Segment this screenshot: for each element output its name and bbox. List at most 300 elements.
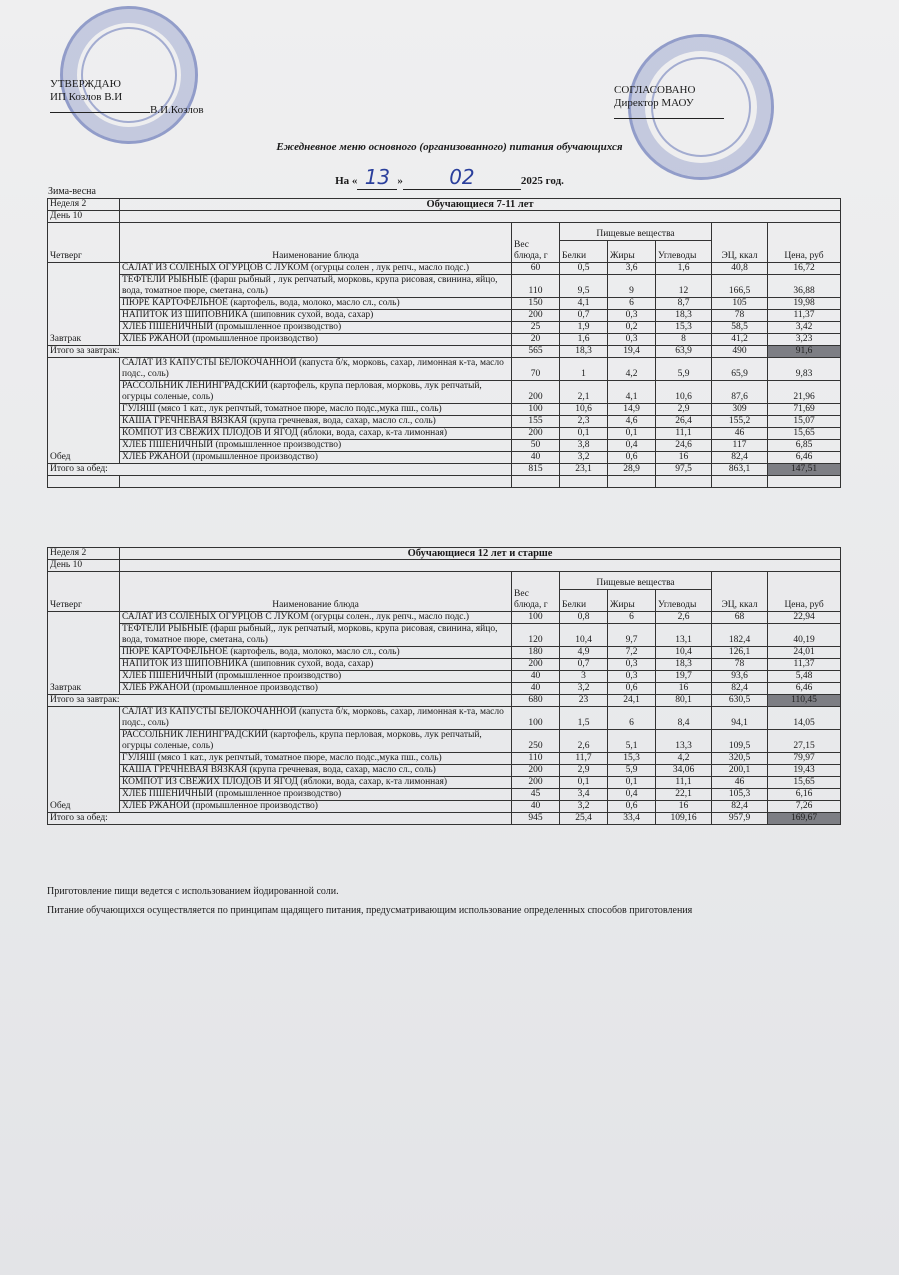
dish-protein: 11,7 — [560, 753, 608, 765]
dish-name: НАПИТОК ИЗ ШИПОВНИКА (шиповник сухой, вода, сахар) — [120, 659, 512, 671]
column-protein: Белки — [560, 590, 608, 612]
dish-energy: 58,5 — [712, 322, 768, 334]
dish-name: РАССОЛЬНИК ЛЕНИНГРАДСКИЙ (картофель, крупа перловая, морковь, лук репчатый, огурцы соленые, соль) — [120, 730, 512, 753]
dish-protein: 0,5 — [560, 263, 608, 275]
dish-fat: 6 — [608, 298, 656, 310]
total-weight: 680 — [512, 695, 560, 707]
dish-fat: 5,9 — [608, 765, 656, 777]
dish-name: ГУЛЯШ (мясо 1 кат., лук репчтый, томатное пюре, масло подс.,мука пш., соль) — [120, 753, 512, 765]
dish-row — [48, 263, 841, 275]
dish-name: КАША ГРЕЧНЕВАЯ ВЯЗКАЯ (крупа гречневая, вода, сахар, масло сл., соль) — [120, 416, 512, 428]
dish-carbs: 1,6 — [656, 263, 712, 275]
dish-name: ХЛЕБ РЖАНОЙ (промышленное производство) — [120, 452, 512, 464]
total-label: Итого за завтрак: — [48, 346, 512, 358]
dish-energy: 117 — [712, 440, 768, 452]
total-energy: 863,1 — [712, 464, 768, 476]
dish-weight: 40 — [512, 671, 560, 683]
footnote-gentle-diet: Питание обучающихся осуществляется по принципам щадящего питания, предусматривающим использование определенных способов приготовления — [47, 905, 693, 916]
spacer-cell — [656, 476, 712, 488]
dish-weight: 200 — [512, 310, 560, 322]
dish-price: 40,19 — [768, 624, 841, 647]
dish-carbs: 16 — [656, 801, 712, 813]
agreement-director: Директор МАОУ — [614, 97, 694, 109]
dish-protein: 3,4 — [560, 789, 608, 801]
dish-fat: 0,1 — [608, 428, 656, 440]
dish-price: 14,05 — [768, 707, 841, 730]
dish-protein: 2,6 — [560, 730, 608, 753]
dish-name: РАССОЛЬНИК ЛЕНИНГРАДСКИЙ (картофель, крупа перловая, морковь, лук репчатый, огурцы соленые, соль) — [120, 381, 512, 404]
dish-carbs: 18,3 — [656, 659, 712, 671]
approval-signer: В.И.Козлов — [150, 104, 204, 116]
dish-name: ПЮРЕ КАРТОФЕЛЬНОЕ (картофель, вода, молоко, масло сл., соль) — [120, 298, 512, 310]
week-label: Неделя 2 — [48, 548, 120, 560]
dish-protein: 3,8 — [560, 440, 608, 452]
total-protein: 23 — [560, 695, 608, 707]
dish-fat: 5,1 — [608, 730, 656, 753]
dish-price: 9,83 — [768, 358, 841, 381]
dish-fat: 15,3 — [608, 753, 656, 765]
dish-name: ХЛЕБ РЖАНОЙ (промышленное производство) — [120, 683, 512, 695]
dish-row — [48, 322, 841, 334]
dish-name: ПЮРЕ КАРТОФЕЛЬНОЕ (картофель, вода, молоко, масло сл., соль) — [120, 647, 512, 659]
dish-name: ХЛЕБ РЖАНОЙ (промышленное производство) — [120, 801, 512, 813]
total-label: Итого за обед: — [48, 813, 512, 825]
dish-energy: 82,4 — [712, 452, 768, 464]
dish-price: 36,88 — [768, 275, 841, 298]
dish-weight: 100 — [512, 707, 560, 730]
dish-carbs: 5,9 — [656, 358, 712, 381]
total-energy: 957,9 — [712, 813, 768, 825]
dish-carbs: 2,9 — [656, 404, 712, 416]
total-protein: 23,1 — [560, 464, 608, 476]
dish-weight: 100 — [512, 612, 560, 624]
total-carbs: 109,16 — [656, 813, 712, 825]
dish-weight: 200 — [512, 428, 560, 440]
dish-price: 6,46 — [768, 452, 841, 464]
dish-price: 16,72 — [768, 263, 841, 275]
dish-fat: 6 — [608, 612, 656, 624]
dish-row — [48, 647, 841, 659]
total-weight: 945 — [512, 813, 560, 825]
approval-org: ИП Козлов В.И — [50, 91, 123, 103]
dish-protein: 10,4 — [560, 624, 608, 647]
dish-carbs: 4,2 — [656, 753, 712, 765]
week-row — [48, 199, 841, 211]
total-price: 91,6 — [768, 346, 841, 358]
dish-row — [48, 310, 841, 322]
total-energy: 490 — [712, 346, 768, 358]
dish-energy: 94,1 — [712, 707, 768, 730]
dish-weight: 200 — [512, 381, 560, 404]
dish-weight: 45 — [512, 789, 560, 801]
dish-protein: 0,1 — [560, 428, 608, 440]
agreement-title: СОГЛАСОВАНО — [614, 84, 696, 96]
meal-label: Обед — [48, 707, 120, 813]
dish-name: НАПИТОК ИЗ ШИПОВНИКА (шиповник сухой, вода, сахар) — [120, 310, 512, 322]
dish-carbs: 2,6 — [656, 612, 712, 624]
dish-fat: 3,6 — [608, 263, 656, 275]
dish-carbs: 16 — [656, 452, 712, 464]
dish-fat: 0,6 — [608, 452, 656, 464]
dish-fat: 9 — [608, 275, 656, 298]
menu-date — [0, 165, 899, 190]
dish-weight: 200 — [512, 765, 560, 777]
dish-carbs: 13,1 — [656, 624, 712, 647]
week-row — [48, 548, 841, 560]
dish-row — [48, 777, 841, 789]
dish-weight: 110 — [512, 275, 560, 298]
dish-row — [48, 801, 841, 813]
dish-weight: 180 — [512, 647, 560, 659]
dish-fat: 14,9 — [608, 404, 656, 416]
dish-price: 19,43 — [768, 765, 841, 777]
dish-protein: 10,6 — [560, 404, 608, 416]
day-row — [48, 211, 841, 223]
footnote-iodized-salt: Приготовление пищи ведется с использованием йодированной соли. — [47, 886, 339, 897]
dish-price: 7,26 — [768, 801, 841, 813]
total-price: 147,51 — [768, 464, 841, 476]
dish-weight: 200 — [512, 659, 560, 671]
dish-energy: 65,9 — [712, 358, 768, 381]
dish-fat: 0,6 — [608, 801, 656, 813]
dish-carbs: 12 — [656, 275, 712, 298]
dish-protein: 3,2 — [560, 452, 608, 464]
dish-protein: 1 — [560, 358, 608, 381]
total-carbs: 97,5 — [656, 464, 712, 476]
day-row-blank — [120, 560, 841, 572]
date-suffix: 2025 год. — [520, 175, 564, 187]
spacer-cell — [512, 476, 560, 488]
total-carbs: 80,1 — [656, 695, 712, 707]
dish-row — [48, 789, 841, 801]
total-fat: 19,4 — [608, 346, 656, 358]
dish-row — [48, 753, 841, 765]
dish-name: ТЕФТЕЛИ РЫБНЫЕ (фарш рыбный,, лук репчатый, морковь, крупа рисовая, свинина, яйцо, вода, томатное пюре, сметана, соль) — [120, 624, 512, 647]
approval-block — [50, 78, 204, 117]
dish-row — [48, 683, 841, 695]
dish-protein: 3,2 — [560, 801, 608, 813]
total-price: 169,67 — [768, 813, 841, 825]
dish-fat: 4,6 — [608, 416, 656, 428]
dish-price: 11,37 — [768, 659, 841, 671]
dish-name: САЛАТ ИЗ СОЛЕНЫХ ОГУРЦОВ С ЛУКОМ (огурцы солен., лук репч., масло подс.) — [120, 612, 512, 624]
dish-price: 6,85 — [768, 440, 841, 452]
dish-energy: 82,4 — [712, 801, 768, 813]
group-title: Обучающиеся 7-11 лет — [120, 199, 841, 211]
date-month: 02 — [403, 165, 521, 190]
dish-energy: 126,1 — [712, 647, 768, 659]
dish-protein: 3,2 — [560, 683, 608, 695]
dish-carbs: 19,7 — [656, 671, 712, 683]
dish-carbs: 10,4 — [656, 647, 712, 659]
dish-protein: 0,7 — [560, 659, 608, 671]
dish-row — [48, 381, 841, 404]
spacer-cell — [712, 476, 768, 488]
spacer-cell — [560, 476, 608, 488]
dish-name: ХЛЕБ ПШЕНИЧНЫЙ (промышленное производство) — [120, 322, 512, 334]
total-label: Итого за завтрак: — [48, 695, 512, 707]
dish-energy: 78 — [712, 659, 768, 671]
dish-energy: 68 — [712, 612, 768, 624]
meal-total-row — [48, 346, 841, 358]
dish-fat: 4,2 — [608, 358, 656, 381]
total-label: Итого за обед: — [48, 464, 512, 476]
dish-price: 6,16 — [768, 789, 841, 801]
dish-row — [48, 416, 841, 428]
dish-name: САЛАТ ИЗ КАПУСТЫ БЕЛОКОЧАННОЙ (капуста б/к, морковь, сахар, лимонная к-та, масло подс., соль) — [120, 358, 512, 381]
spacer-cell — [608, 476, 656, 488]
column-price: Цена, руб — [768, 572, 841, 612]
dish-carbs: 22,1 — [656, 789, 712, 801]
spacer-row — [48, 476, 841, 488]
dish-protein: 1,6 — [560, 334, 608, 346]
dish-price: 15,07 — [768, 416, 841, 428]
column-fat: Жиры — [608, 590, 656, 612]
dish-row — [48, 671, 841, 683]
dish-carbs: 13,3 — [656, 730, 712, 753]
dish-weight: 200 — [512, 777, 560, 789]
week-label: Неделя 2 — [48, 199, 120, 211]
date-day: 13 — [357, 165, 397, 190]
dish-protein: 2,1 — [560, 381, 608, 404]
dish-fat: 0,3 — [608, 334, 656, 346]
date-prefix: На « — [335, 175, 358, 187]
dish-name: ХЛЕБ ПШЕНИЧНЫЙ (промышленное производство) — [120, 671, 512, 683]
total-energy: 630,5 — [712, 695, 768, 707]
dish-energy: 93,6 — [712, 671, 768, 683]
column-weight: Вес блюда, г — [512, 223, 560, 263]
dish-row — [48, 765, 841, 777]
column-dish-name: Наименование блюда — [120, 223, 512, 263]
dish-carbs: 15,3 — [656, 322, 712, 334]
dish-fat: 6 — [608, 707, 656, 730]
dish-name: КОМПОТ ИЗ СВЕЖИХ ПЛОДОВ И ЯГОД (яблоки, вода, сахар, к-та лимонная) — [120, 428, 512, 440]
dish-weight: 20 — [512, 334, 560, 346]
column-nutrients: Пищевые вещества — [560, 572, 712, 590]
group-title: Обучающиеся 12 лет и старше — [120, 548, 841, 560]
dish-carbs: 16 — [656, 683, 712, 695]
dish-fat: 9,7 — [608, 624, 656, 647]
dish-fat: 0,3 — [608, 310, 656, 322]
day-row-blank — [120, 211, 841, 223]
dish-row — [48, 440, 841, 452]
dish-energy: 78 — [712, 310, 768, 322]
approval-signature-line — [50, 104, 204, 117]
dish-energy: 155,2 — [712, 416, 768, 428]
dish-weight: 120 — [512, 624, 560, 647]
weekday-label: Четверг — [48, 223, 120, 263]
dish-protein: 2,3 — [560, 416, 608, 428]
dish-energy: 105 — [712, 298, 768, 310]
approval-title: УТВЕРЖДАЮ — [50, 78, 121, 90]
dish-row — [48, 428, 841, 440]
dish-carbs: 11,1 — [656, 777, 712, 789]
season-label: Зима-весна — [48, 186, 96, 197]
dish-protein: 1,5 — [560, 707, 608, 730]
dish-energy: 40,8 — [712, 263, 768, 275]
date-mid: » — [397, 175, 403, 187]
dish-price: 79,97 — [768, 753, 841, 765]
dish-price: 27,15 — [768, 730, 841, 753]
meal-label: Завтрак — [48, 263, 120, 346]
dish-price: 3,23 — [768, 334, 841, 346]
dish-price: 24,01 — [768, 647, 841, 659]
dish-weight: 150 — [512, 298, 560, 310]
dish-weight: 40 — [512, 683, 560, 695]
dish-name: ГУЛЯШ (мясо 1 кат., лук репчтый, томатное пюре, масло подс.,мука пш., соль) — [120, 404, 512, 416]
dish-fat: 7,2 — [608, 647, 656, 659]
total-weight: 565 — [512, 346, 560, 358]
dish-carbs: 18,3 — [656, 310, 712, 322]
dish-fat: 0,6 — [608, 683, 656, 695]
dish-protein: 4,9 — [560, 647, 608, 659]
dish-protein: 3 — [560, 671, 608, 683]
dish-protein: 0,8 — [560, 612, 608, 624]
dish-energy: 320,5 — [712, 753, 768, 765]
dish-price: 71,69 — [768, 404, 841, 416]
dish-row — [48, 659, 841, 671]
meal-total-row — [48, 813, 841, 825]
dish-fat: 0,4 — [608, 789, 656, 801]
dish-price: 15,65 — [768, 428, 841, 440]
weekday-label: Четверг — [48, 572, 120, 612]
header-row — [48, 223, 841, 241]
dish-energy: 87,6 — [712, 381, 768, 404]
total-protein: 25,4 — [560, 813, 608, 825]
dish-fat: 4,1 — [608, 381, 656, 404]
dish-weight: 70 — [512, 358, 560, 381]
dish-fat: 0,3 — [608, 671, 656, 683]
column-nutrients: Пищевые вещества — [560, 223, 712, 241]
dish-carbs: 8 — [656, 334, 712, 346]
dish-fat: 0,2 — [608, 322, 656, 334]
agreement-block — [614, 84, 724, 123]
column-price: Цена, руб — [768, 223, 841, 263]
dish-energy: 309 — [712, 404, 768, 416]
dish-name: ХЛЕБ РЖАНОЙ (промышленное производство) — [120, 334, 512, 346]
spacer-cell — [48, 476, 120, 488]
day-label: День 10 — [48, 211, 120, 223]
column-energy: ЭЦ, ккал — [712, 223, 768, 263]
menu-table-12-plus — [47, 547, 841, 825]
dish-carbs: 34,06 — [656, 765, 712, 777]
dish-name: КАША ГРЕЧНЕВАЯ ВЯЗКАЯ (крупа гречневая, вода, сахар, масло сл., соль) — [120, 765, 512, 777]
dish-weight: 155 — [512, 416, 560, 428]
dish-price: 6,46 — [768, 683, 841, 695]
dish-price: 22,94 — [768, 612, 841, 624]
column-weight: Вес блюда, г — [512, 572, 560, 612]
dish-energy: 41,2 — [712, 334, 768, 346]
dish-row — [48, 404, 841, 416]
dish-row — [48, 612, 841, 624]
dish-fat: 0,4 — [608, 440, 656, 452]
total-fat: 28,9 — [608, 464, 656, 476]
dish-carbs: 8,4 — [656, 707, 712, 730]
dish-weight: 60 — [512, 263, 560, 275]
dish-row — [48, 298, 841, 310]
menu-table-7-11 — [47, 198, 841, 488]
dish-row — [48, 730, 841, 753]
total-fat: 24,1 — [608, 695, 656, 707]
column-dish-name: Наименование блюда — [120, 572, 512, 612]
dish-carbs: 26,4 — [656, 416, 712, 428]
dish-price: 3,42 — [768, 322, 841, 334]
column-carbs: Углеводы — [656, 241, 712, 263]
dish-protein: 1,9 — [560, 322, 608, 334]
day-row — [48, 560, 841, 572]
dish-weight: 50 — [512, 440, 560, 452]
dish-carbs: 10,6 — [656, 381, 712, 404]
total-protein: 18,3 — [560, 346, 608, 358]
dish-weight: 40 — [512, 452, 560, 464]
dish-row — [48, 707, 841, 730]
dish-weight: 110 — [512, 753, 560, 765]
dish-energy: 105,3 — [712, 789, 768, 801]
dish-protein: 4,1 — [560, 298, 608, 310]
round-seal-left — [60, 6, 198, 144]
dish-row — [48, 275, 841, 298]
meal-total-row — [48, 464, 841, 476]
dish-energy: 182,4 — [712, 624, 768, 647]
page-title: Ежедневное меню основного (организованного) питания обучающихся — [276, 141, 623, 153]
column-energy: ЭЦ, ккал — [712, 572, 768, 612]
dish-name: САЛАТ ИЗ СОЛЕНЫХ ОГУРЦОВ С ЛУКОМ (огурцы солен , лук репч., масло подс.) — [120, 263, 512, 275]
dish-protein: 9,5 — [560, 275, 608, 298]
dish-weight: 250 — [512, 730, 560, 753]
meal-label: Завтрак — [48, 612, 120, 695]
dish-carbs: 11,1 — [656, 428, 712, 440]
dish-row — [48, 358, 841, 381]
header-row — [48, 572, 841, 590]
dish-energy: 166,5 — [712, 275, 768, 298]
dish-row — [48, 334, 841, 346]
agreement-signature-line — [614, 110, 724, 123]
total-weight: 815 — [512, 464, 560, 476]
dish-name: КОМПОТ ИЗ СВЕЖИХ ПЛОДОВ И ЯГОД (яблоки, вода, сахар, к-та лимонная) — [120, 777, 512, 789]
dish-protein: 0,7 — [560, 310, 608, 322]
dish-protein: 2,9 — [560, 765, 608, 777]
dish-weight: 100 — [512, 404, 560, 416]
dish-energy: 82,4 — [712, 683, 768, 695]
dish-energy: 109,5 — [712, 730, 768, 753]
dish-row — [48, 624, 841, 647]
total-price: 110,45 — [768, 695, 841, 707]
dish-price: 15,65 — [768, 777, 841, 789]
column-fat: Жиры — [608, 241, 656, 263]
dish-price: 21,96 — [768, 381, 841, 404]
meal-label: Обед — [48, 358, 120, 464]
dish-fat: 0,3 — [608, 659, 656, 671]
dish-carbs: 8,7 — [656, 298, 712, 310]
total-fat: 33,4 — [608, 813, 656, 825]
dish-price: 5,48 — [768, 671, 841, 683]
dish-name: САЛАТ ИЗ КАПУСТЫ БЕЛОКОЧАННОЙ (капуста б/к, морковь, сахар, лимонная к-та, масло подс., соль) — [120, 707, 512, 730]
dish-weight: 40 — [512, 801, 560, 813]
day-label: День 10 — [48, 560, 120, 572]
column-carbs: Углеводы — [656, 590, 712, 612]
column-protein: Белки — [560, 241, 608, 263]
dish-carbs: 24,6 — [656, 440, 712, 452]
dish-name: ХЛЕБ ПШЕНИЧНЫЙ (промышленное производство) — [120, 440, 512, 452]
meal-total-row — [48, 695, 841, 707]
spacer-cell — [120, 476, 512, 488]
dish-row — [48, 452, 841, 464]
dish-name: ТЕФТЕЛИ РЫБНЫЕ (фарш рыбный , лук репчатый, морковь, крупа рисовая, свинина, яйцо, вода, томатное пюре, сметана, соль) — [120, 275, 512, 298]
dish-fat: 0,1 — [608, 777, 656, 789]
dish-energy: 46 — [712, 428, 768, 440]
dish-weight: 25 — [512, 322, 560, 334]
dish-price: 11,37 — [768, 310, 841, 322]
